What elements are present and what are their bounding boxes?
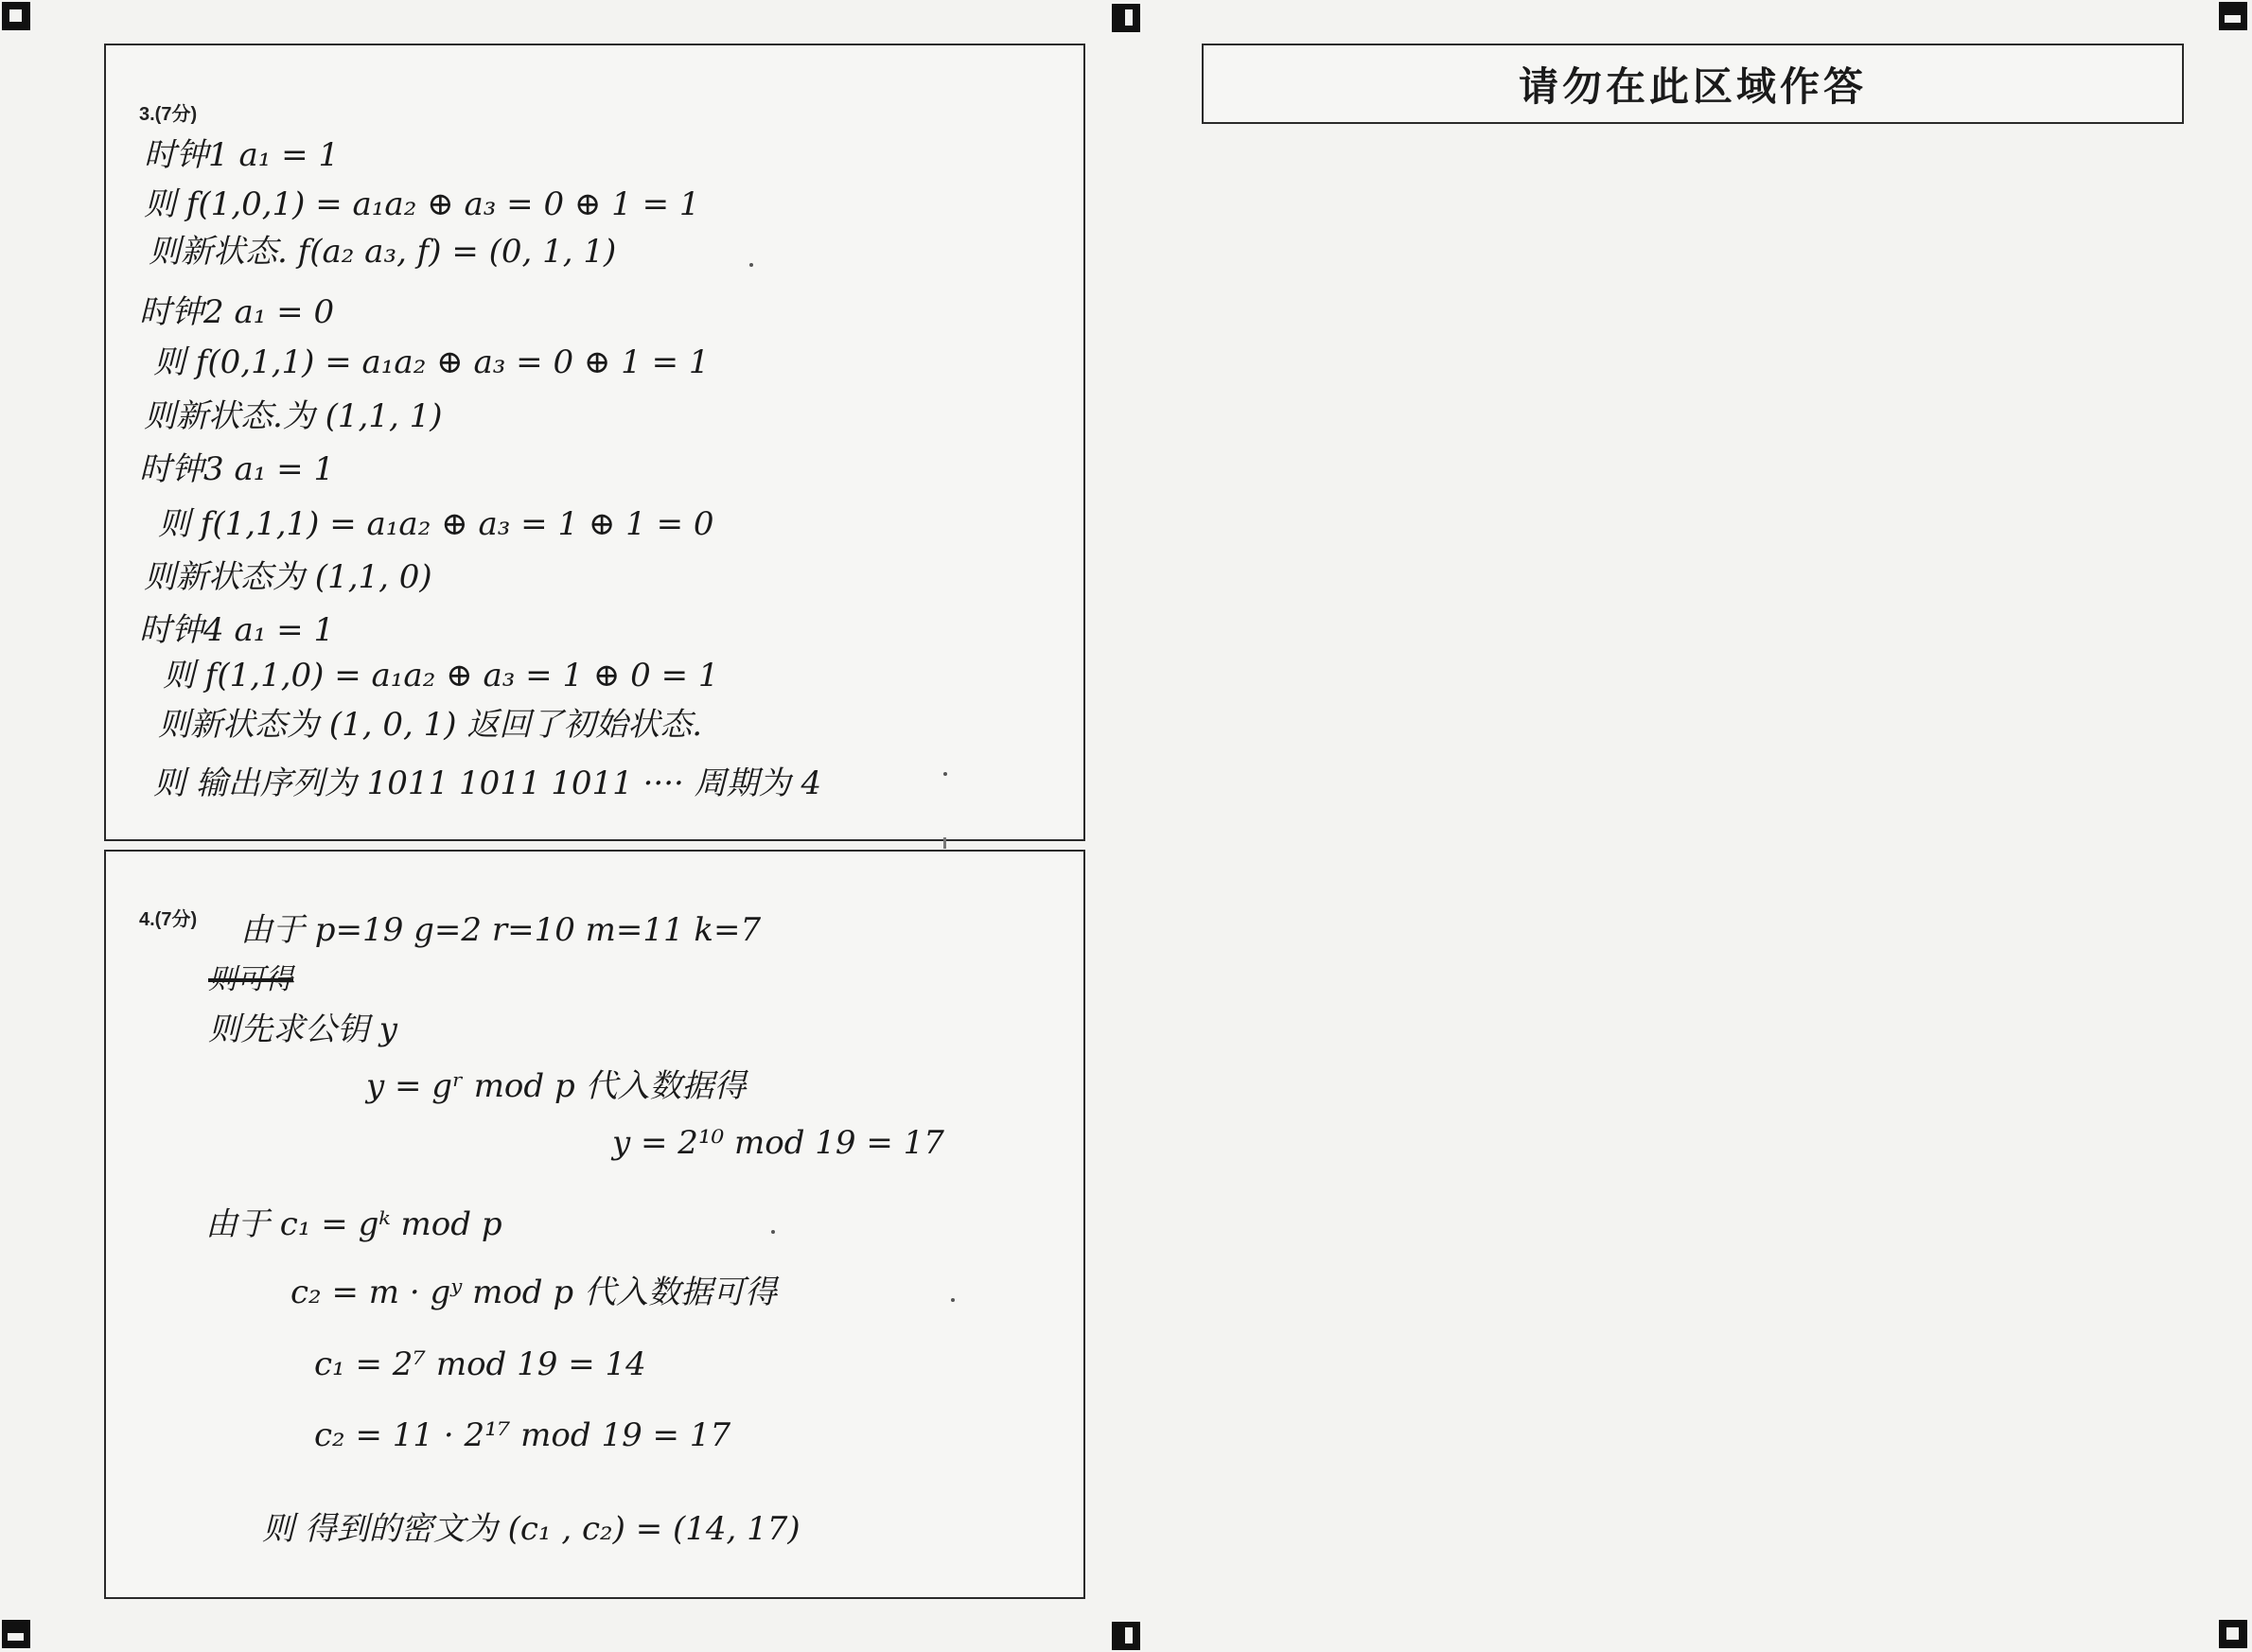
q3-line-clock-2: 时钟2 a₁ = 0 [139, 293, 335, 331]
q4-line-c2-value: c₂ = 11 · 2¹⁷ mod 19 = 17 [314, 1416, 731, 1454]
q3-line-state-3: 则新状态为 (1,1, 0) [144, 558, 432, 596]
stray-mark [943, 772, 947, 776]
answer-box-question-3 [104, 44, 1085, 841]
corner-marker-top-center [1112, 4, 1140, 32]
question-4-label: 4.(7分) [139, 909, 198, 930]
corner-marker-bottom-left [2, 1620, 30, 1648]
q3-line-f-101: 则 f(1,0,1) = a₁a₂ ⊕ a₃ = 0 ⊕ 1 = 1 [144, 185, 700, 223]
question-3-label: 3.(7分) [139, 104, 198, 125]
q3-line-clock-1: 时钟1 a₁ = 1 [144, 136, 340, 174]
q4-line-given: 由于 p=19 g=2 r=10 m=11 k=7 [240, 911, 762, 949]
stray-mark [951, 1298, 955, 1302]
corner-marker-bottom-center [1112, 1622, 1140, 1650]
corner-marker-top-left [2, 2, 30, 30]
corner-marker-top-right [2219, 2, 2247, 30]
no-answer-notice-box [1202, 44, 2184, 124]
q4-line-y-value: y = 2¹⁰ mod 19 = 17 [612, 1124, 944, 1162]
q3-line-state-4: 则新状态为 (1, 0, 1) 返回了初始状态. [158, 706, 703, 744]
q3-line-clock-4: 时钟4 a₁ = 1 [139, 611, 335, 649]
q3-line-state-2: 则新状态.为 (1,1, 1) [144, 397, 443, 435]
answer-box-question-4 [104, 850, 1085, 1599]
q4-line-c1-formula: 由于 c₁ = gᵏ mod p [205, 1205, 502, 1243]
no-answer-notice-text: 请勿在此区域作答 [1518, 62, 1867, 110]
stray-mark [771, 1230, 775, 1234]
q3-line-clock-3: 时钟3 a₁ = 1 [139, 450, 335, 488]
corner-marker-bottom-right [2219, 1620, 2247, 1648]
q4-line-struck: 则可得 [208, 963, 293, 996]
q4-line-c2-formula: c₂ = m · gʸ mod p 代入数据可得 [290, 1274, 777, 1311]
q3-line-f-011: 则 f(0,1,1) = a₁a₂ ⊕ a₃ = 0 ⊕ 1 = 1 [153, 343, 710, 381]
q3-line-f-111: 则 f(1,1,1) = a₁a₂ ⊕ a₃ = 1 ⊕ 1 = 0 [158, 505, 714, 543]
q4-line-c1-value: c₁ = 2⁷ mod 19 = 14 [314, 1345, 646, 1383]
stray-mark [749, 263, 753, 267]
q4-line-ciphertext: 则 得到的密文为 (c₁ , c₂) = (14, 17) [262, 1510, 801, 1548]
q3-line-output-sequence: 则 输出序列为 1011 1011 1011 ···· 周期为 4 [153, 764, 822, 802]
q4-line-public-key-intro: 则先求公钥 y [208, 1011, 398, 1048]
q4-line-y-formula: y = gʳ mod p 代入数据得 [366, 1067, 747, 1105]
q3-line-state-1: 则新状态. f(a₂ a₃, f) = (0, 1, 1) [149, 233, 617, 271]
q3-line-f-110: 则 f(1,1,0) = a₁a₂ ⊕ a₃ = 1 ⊕ 0 = 1 [163, 657, 719, 694]
stray-mark [943, 837, 946, 849]
